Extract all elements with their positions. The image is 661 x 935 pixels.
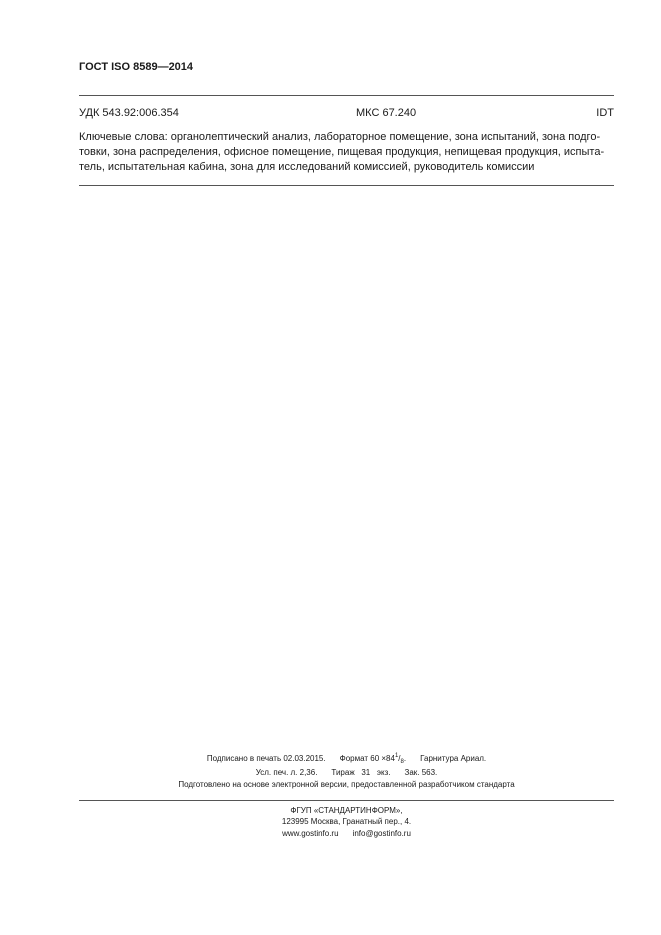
keywords-paragraph xyxy=(79,130,614,175)
email-link[interactable]: info@gostinfo.ru xyxy=(352,829,411,838)
circulation: Тираж 31 экз. xyxy=(331,768,391,777)
equivalence-degree: IDT xyxy=(596,107,614,119)
typeface: Гарнитура Ариал. xyxy=(420,754,487,763)
order-number: Зак. 563. xyxy=(404,768,438,777)
document-code: ГОСТ ISO 8589—2014 xyxy=(79,61,194,73)
udc-code: УДК 543.92:006.354 xyxy=(79,107,179,119)
prepared-note: Подготовлено на основе электронной версии, предоставленной разработчиком стандарта xyxy=(178,780,515,789)
imprint-line-1 xyxy=(79,753,614,765)
keywords-line: тель, испытательная кабина, зона для исследований комиссией, руководитель комиссии xyxy=(79,161,535,173)
publisher-name: ФГУП «СТАНДАРТИНФОРМ», xyxy=(290,806,403,815)
keywords-divider xyxy=(79,185,614,186)
publisher-address: 123995 Москва, Гранатный пер., 4. xyxy=(281,817,412,826)
mks-code: МКС 67.240 xyxy=(356,107,417,119)
paper-format: Формат $60 \times 84^1/_8$. xyxy=(339,753,407,765)
website-link[interactable]: www.gostinfo.ru xyxy=(282,829,339,838)
printed-sheets: Усл. печ. л. 2,36. xyxy=(255,768,318,777)
footer-divider xyxy=(79,800,614,801)
keywords-line: Ключевые слова: органолептический анализ, лабораторное помещение, зона испытаний, зона подго- xyxy=(79,131,601,143)
publisher-contacts xyxy=(79,829,614,838)
header-divider xyxy=(79,95,614,96)
signed-date: Подписано в печать 02.03.2015. xyxy=(206,754,326,763)
imprint-line-2 xyxy=(79,768,614,777)
keywords-line: товки, зона распределения, офисное помещение, пищевая продукция, непищевая продукция, испыта- xyxy=(79,146,605,158)
